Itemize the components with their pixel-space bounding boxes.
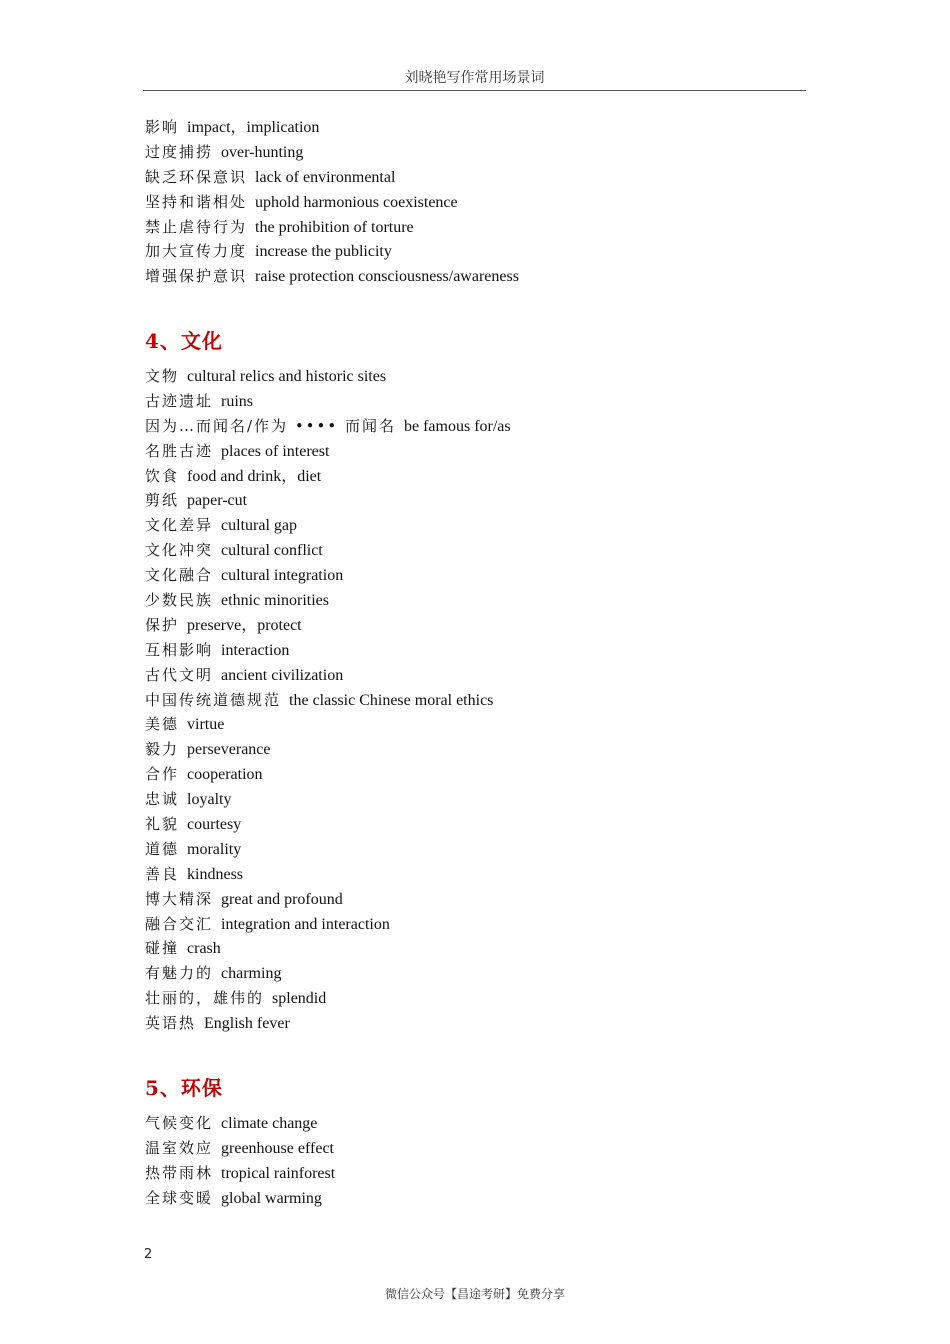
vocab-english: English fever bbox=[204, 1015, 290, 1033]
vocab-english: integration and interaction bbox=[221, 915, 390, 933]
vocab-chinese: 影响 bbox=[145, 118, 180, 136]
vocab-item bbox=[145, 215, 519, 240]
vocab-item bbox=[145, 439, 511, 464]
vocab-english: paper-cut bbox=[187, 492, 248, 510]
vocab-item bbox=[145, 464, 511, 489]
vocab-item bbox=[145, 538, 511, 563]
vocab-chinese: 古迹遗址 bbox=[145, 391, 214, 410]
vocab-chinese: 因为…而闻名/作为 •••• 而闻名 bbox=[145, 416, 396, 435]
vocab-english: interaction bbox=[221, 641, 290, 659]
vocab-english: greenhouse effect bbox=[221, 1139, 334, 1157]
vocab-english: splendid bbox=[272, 990, 327, 1008]
vocab-english: places of interest bbox=[221, 442, 330, 460]
vocab-item bbox=[145, 887, 511, 912]
vocab-english: raise protection consciousness/awareness bbox=[255, 268, 519, 286]
vocab-chinese: 毅力 bbox=[145, 740, 180, 759]
vocab-chinese: 古代文明 bbox=[145, 665, 214, 684]
vocab-chinese: 中国传统道德规范 bbox=[145, 690, 282, 709]
vocab-chinese: 加大宣传力度 bbox=[145, 242, 248, 261]
vocab-english: great and profound bbox=[221, 890, 343, 908]
vocab-item bbox=[145, 140, 519, 165]
vocab-item bbox=[145, 563, 511, 588]
vocab-chinese: 气候变化 bbox=[145, 1114, 214, 1132]
vocab-english: cultural gap bbox=[221, 517, 297, 535]
vocab-english: perseverance bbox=[187, 741, 271, 759]
vocab-item bbox=[145, 488, 511, 513]
vocab-list-intro bbox=[145, 115, 519, 289]
vocab-item bbox=[145, 165, 519, 190]
vocab-item bbox=[145, 613, 511, 638]
vocab-english: the classic Chinese moral ethics bbox=[289, 691, 494, 709]
vocab-item bbox=[145, 414, 511, 439]
vocab-chinese: 碰撞 bbox=[145, 939, 180, 958]
vocab-chinese: 美德 bbox=[145, 715, 180, 734]
vocab-chinese: 少数民族 bbox=[145, 591, 214, 610]
vocab-chinese: 博大精深 bbox=[145, 889, 214, 908]
vocab-chinese: 过度捕捞 bbox=[145, 142, 214, 161]
vocab-english: be famous for/as bbox=[403, 417, 511, 435]
vocab-item bbox=[145, 239, 519, 264]
vocab-item bbox=[145, 936, 511, 961]
vocab-english: increase the publicity bbox=[255, 243, 392, 261]
vocab-item bbox=[145, 812, 511, 837]
vocab-english: tropical rainforest bbox=[221, 1164, 336, 1182]
vocab-item bbox=[145, 389, 511, 414]
vocab-chinese: 礼貌 bbox=[145, 815, 180, 834]
vocab-english: the prohibition of torture bbox=[255, 218, 414, 236]
section-title-culture: 4、文化 bbox=[145, 329, 223, 353]
vocab-item bbox=[145, 1161, 335, 1186]
vocab-chinese: 忠诚 bbox=[145, 790, 180, 809]
vocab-chinese: 名胜古迹 bbox=[145, 441, 214, 460]
vocab-item bbox=[145, 1011, 511, 1036]
vocab-chinese: 热带雨林 bbox=[145, 1163, 214, 1182]
vocab-chinese: 缺乏环保意识 bbox=[145, 167, 248, 186]
vocab-chinese: 善良 bbox=[145, 864, 180, 883]
vocab-english: kindness bbox=[187, 865, 244, 883]
vocab-chinese: 温室效应 bbox=[145, 1138, 214, 1157]
vocab-chinese: 全球变暖 bbox=[145, 1188, 214, 1207]
vocab-chinese: 增强保护意识 bbox=[145, 267, 248, 286]
vocab-item bbox=[145, 912, 511, 937]
vocab-item bbox=[145, 1136, 335, 1161]
vocab-item bbox=[145, 264, 519, 289]
vocab-english: cultural relics and historic sites bbox=[187, 368, 387, 385]
vocab-item bbox=[145, 1111, 335, 1136]
vocab-english: over-hunting bbox=[221, 143, 304, 161]
section-title-environment: 5、环保 bbox=[145, 1076, 223, 1100]
vocab-chinese: 融合交汇 bbox=[145, 914, 214, 933]
vocab-english: ancient civilization bbox=[221, 666, 344, 684]
vocab-item bbox=[145, 190, 519, 215]
vocab-english: global warming bbox=[221, 1189, 322, 1207]
vocab-list-culture bbox=[145, 364, 511, 1036]
vocab-english: charming bbox=[221, 965, 282, 983]
vocab-chinese: 剪纸 bbox=[145, 491, 180, 510]
vocab-english: lack of environmental bbox=[255, 168, 396, 186]
vocab-english: preserve，protect bbox=[187, 616, 302, 634]
vocab-chinese: 保护 bbox=[145, 615, 180, 634]
vocab-english: ethnic minorities bbox=[221, 592, 329, 610]
page-number: 2 bbox=[144, 1247, 153, 1262]
vocab-item bbox=[145, 712, 511, 737]
vocab-english: ruins bbox=[221, 392, 254, 410]
vocab-english: loyalty bbox=[187, 791, 232, 809]
vocab-chinese: 文化融合 bbox=[145, 566, 214, 585]
vocab-english: crash bbox=[187, 940, 221, 958]
vocab-item bbox=[145, 588, 511, 613]
vocab-english: uphold harmonious coexistence bbox=[255, 193, 458, 211]
vocab-chinese: 文化冲突 bbox=[145, 541, 214, 560]
vocab-item bbox=[145, 862, 511, 887]
vocab-item bbox=[145, 688, 511, 713]
vocab-item bbox=[145, 837, 511, 862]
vocab-item bbox=[145, 364, 511, 389]
vocab-chinese: 有魅力的 bbox=[145, 964, 214, 983]
vocab-chinese: 坚持和谐相处 bbox=[145, 192, 248, 211]
vocab-item bbox=[145, 961, 511, 986]
vocab-chinese: 文化差异 bbox=[145, 516, 214, 535]
vocab-item bbox=[145, 1186, 335, 1211]
vocab-chinese: 文物 bbox=[145, 367, 180, 385]
vocab-english: cooperation bbox=[187, 766, 263, 784]
vocab-list-environment bbox=[145, 1111, 335, 1211]
vocab-english: food and drink，diet bbox=[187, 467, 322, 485]
vocab-item bbox=[145, 762, 511, 787]
vocab-item bbox=[145, 663, 511, 688]
vocab-item bbox=[145, 737, 511, 762]
vocab-item bbox=[145, 115, 519, 140]
vocab-chinese: 禁止虐待行为 bbox=[145, 217, 248, 236]
vocab-chinese: 互相影响 bbox=[145, 640, 214, 659]
vocab-item bbox=[145, 787, 511, 812]
vocab-english: courtesy bbox=[187, 816, 242, 834]
vocab-english: cultural conflict bbox=[221, 542, 323, 560]
vocab-english: impact，implication bbox=[187, 119, 320, 136]
vocab-english: morality bbox=[187, 840, 242, 858]
vocab-item bbox=[145, 638, 511, 663]
vocab-chinese: 道德 bbox=[145, 839, 180, 858]
page-footer: 微信公众号【昌途考研】免费分享 bbox=[384, 1287, 565, 1301]
vocab-english: climate change bbox=[221, 1115, 318, 1132]
vocab-item bbox=[145, 513, 511, 538]
vocab-chinese: 壮丽的，雄伟的 bbox=[145, 989, 265, 1008]
vocab-chinese: 英语热 bbox=[145, 1014, 197, 1033]
vocab-english: cultural integration bbox=[221, 567, 344, 585]
vocab-chinese: 饮食 bbox=[145, 466, 180, 485]
page-header: 刘晓艳写作常用场景词 bbox=[143, 68, 806, 91]
vocab-chinese: 合作 bbox=[145, 765, 180, 784]
vocab-item bbox=[145, 986, 511, 1011]
vocab-english: virtue bbox=[187, 716, 225, 734]
